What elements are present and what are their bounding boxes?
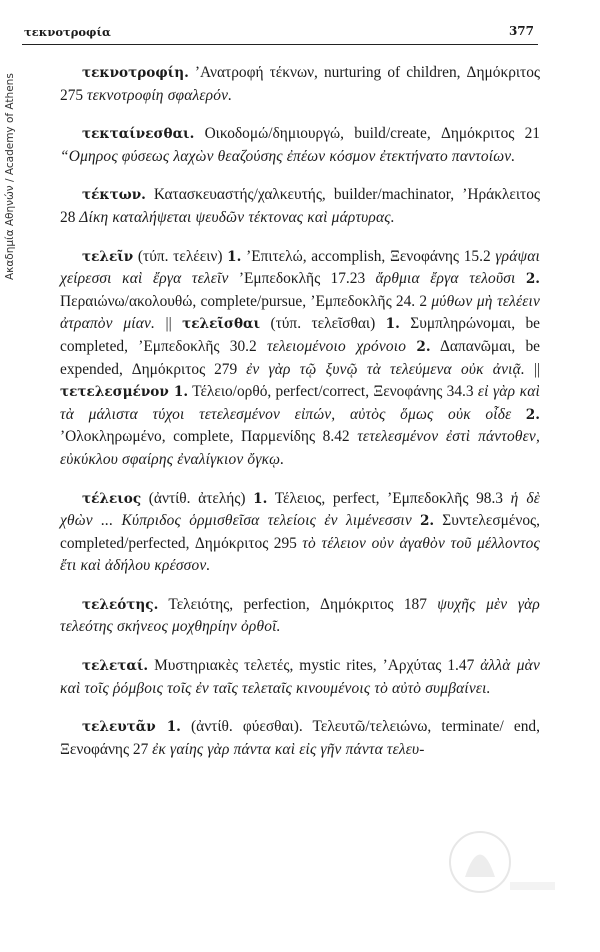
dictionary-entries — [60, 62, 540, 777]
spaced-keyword: τελεῖν — [191, 270, 229, 288]
headword: 1. — [227, 248, 242, 265]
watermark-text: Ακαδημία Αθηνών / Academy of Athens — [4, 73, 16, 280]
quotation-text: σφαλερόν. — [163, 86, 233, 104]
quotation-text: ἐστὶ πάντοθεν, εὐκύκλου σφαίρης ἐναλίγκιον ὄγκῳ. — [60, 428, 541, 468]
dictionary-entry — [60, 184, 540, 229]
entry-text: Συμπληρώνομαι, be completed, ’Εμπεδοκλῆς 30.2 — [60, 315, 541, 355]
spaced-keyword: τελεότης — [60, 618, 113, 636]
headword: τέκτων. — [82, 187, 146, 204]
headword: 2. — [416, 338, 431, 355]
headword: τετελεσμένον 1. — [60, 384, 189, 401]
headword: 1. — [253, 490, 268, 507]
entry-text: Τέλειος, perfect, ’Εμπεδοκλῆς 98.3 — [267, 489, 511, 507]
entry-text: Τελειότης, perfection, Δημόκριτος 187 — [158, 595, 438, 613]
entry-text: Περαιώνω/ακολουθώ, complete/pursue, ’Εμπεδοκλῆς 24. 2 — [60, 292, 432, 310]
spaced-keyword: τελευ- — [386, 740, 425, 758]
entry-text — [511, 406, 525, 423]
entry-text: Συντελεσμένος, completed/perfected, Δημόκριτος 295 — [60, 512, 540, 552]
entry-text: ’Επιτελώ, accomplish, Ξενοφάνης 15.2 — [241, 247, 496, 265]
spaced-keyword: τετελεσμένον — [199, 405, 281, 423]
headword: 1. — [385, 316, 400, 333]
dictionary-entry — [60, 123, 540, 168]
quotation-text: καὶ μάρτυρας. — [303, 208, 395, 226]
page-number: 377 — [508, 24, 534, 38]
entry-text — [406, 338, 416, 355]
entry-text — [412, 512, 420, 529]
quotation-text: οὐκ ἀνιᾷ. — [451, 360, 525, 378]
quotation-text: εἰ γὰρ καὶ τὰ μάλιστα τύχοι — [60, 383, 540, 423]
quotation-text: ψυχῆς μὲν γὰρ — [437, 595, 540, 613]
quotation-text: ἀτραπὸν μίαν. — [60, 315, 156, 333]
quotation-text: Δίκη καταλήψεται ψευδῶν — [79, 208, 249, 226]
entry-text: (τύπ. τελεῖσθαι) — [260, 315, 386, 333]
spaced-keyword: τελείοις — [267, 512, 317, 530]
entry-text: Δαπανῶμαι, be expended, Δημόκριτος 279 — [60, 337, 540, 378]
quotation-text: παντοίων. — [447, 147, 516, 165]
headword: 2. — [525, 271, 541, 288]
entry-text: (τύπ. τελέειν) — [133, 247, 228, 265]
entry-text: Οικοδομώ/δημιουργώ, build/create, Δημόκριτος 21 — [194, 125, 540, 143]
dictionary-entry — [60, 246, 540, 472]
headword: τελεταί. — [82, 658, 149, 675]
quotation-text: χρόνοιο — [345, 337, 407, 355]
headword: 2. — [525, 406, 540, 423]
academy-logo-stamp — [440, 822, 560, 932]
dictionary-entry — [60, 62, 540, 107]
running-head-title: τεκνοτροφία — [24, 25, 111, 39]
spaced-keyword: τέλειον — [321, 534, 367, 552]
quotation-text: ἡ δὲ χθὼν ... Κύπριδος ὁρμισθεῖσα — [60, 489, 540, 530]
quotation-text: γράψαι χείρεσσι καὶ ἔργα — [60, 247, 541, 288]
quotation-text: ἐκ γαίης γὰρ πάντα καὶ εἰς γῆν πάντα — [152, 740, 387, 758]
spaced-keyword: τετελεσμένον — [357, 428, 439, 446]
quotation-text: οὐν ἀγαθὸν τοῦ μέλλοντος ἔτι καὶ ἀδήλου κρέσσον. — [60, 534, 540, 575]
running-head — [22, 22, 538, 45]
dictionary-entry — [60, 655, 540, 700]
spaced-keyword: τεκνοτροφίη — [86, 86, 164, 104]
headword: τελεότης. — [82, 596, 159, 613]
headword: τελευτᾶν 1. — [82, 719, 181, 736]
spaced-keyword: τελεύμενα — [389, 360, 452, 378]
entry-text — [515, 270, 525, 287]
quotation-text: ἐν λιμένεσσιν — [316, 512, 412, 530]
spaced-keyword: τελοῦσι — [469, 270, 516, 288]
headword: τέλειος — [82, 490, 142, 507]
quotation-text: μύθων μὴ — [431, 292, 498, 310]
entry-text: ’Ανατροφή τέκνων, nurturing of children, Δημόκριτος 275 — [60, 64, 540, 104]
spaced-keyword: τελεταῖς — [241, 679, 292, 697]
quotation-text: τὸ — [302, 534, 322, 552]
entry-text: Κατασκευαστής/χαλκευτής, builder/machinator, ’Ηράκλειτος 28 — [60, 186, 540, 226]
quotation-text: ἐν γὰρ τῷ ξυνῷ τὰ — [246, 360, 390, 378]
entry-text: || — [524, 360, 540, 378]
headword: τεκνοτροφίη. — [82, 65, 189, 81]
quotation-text: ἄρθμια ἔργα — [375, 270, 470, 288]
entry-text: || — [155, 315, 183, 333]
entry-text: ’Εμπεδοκλῆς 17.23 — [228, 270, 376, 288]
dictionary-entry — [60, 488, 540, 578]
headword: τεκταίνεσθαι. — [82, 126, 195, 143]
quotation-text: “Ομηρος φύσεως λαχὼν θεαζούσης ἐπέων κόσμον — [60, 147, 380, 165]
quotation-text: ἀλλὰ μὰν καὶ τοῖς ῥόμβοις τοῖς ἐν ταῖς — [60, 657, 540, 697]
spaced-keyword: ἐτεκτήνατο — [379, 147, 448, 165]
quotation-text: σκήνεος μοχθηρίην ὀρθοῖ. — [113, 618, 281, 636]
entry-text: Τέλειο/ορθό, perfect/correct, Ξενοφάνης 34.3 — [188, 383, 478, 401]
dictionary-entry — [60, 594, 540, 639]
spaced-keyword: τέκτονας — [248, 208, 304, 226]
entry-text: (ἀντίθ. ἀτελής) — [141, 489, 254, 507]
headword: τελεῖν — [82, 248, 134, 265]
dictionary-entry — [60, 716, 540, 761]
quotation-text: εἰπών, αὐτὸς ὅμως οὐκ οἶδε — [280, 405, 512, 423]
headword: 2. — [419, 513, 435, 530]
entry-text: Μυστηριακὲς τελετές, mystic rites, ’Αρχύτας 1.47 — [148, 657, 481, 675]
quotation-text: κινουμένοις τὸ αὐτὸ συμβαίνει. — [292, 679, 491, 697]
entry-text: (ἀντίθ. φύεσθαι). Τελευτῶ/τελειώνω, terminate/ end, Ξενοφάνης 27 — [60, 718, 540, 758]
spaced-keyword: τελέειν — [497, 292, 540, 310]
entry-text: ’Ολοκληρωμένο, complete, Παρμενίδης 8.42 — [60, 428, 358, 446]
headword: τελεῖσθαι — [182, 316, 261, 333]
spaced-keyword: τελειομένοιο — [266, 337, 346, 355]
